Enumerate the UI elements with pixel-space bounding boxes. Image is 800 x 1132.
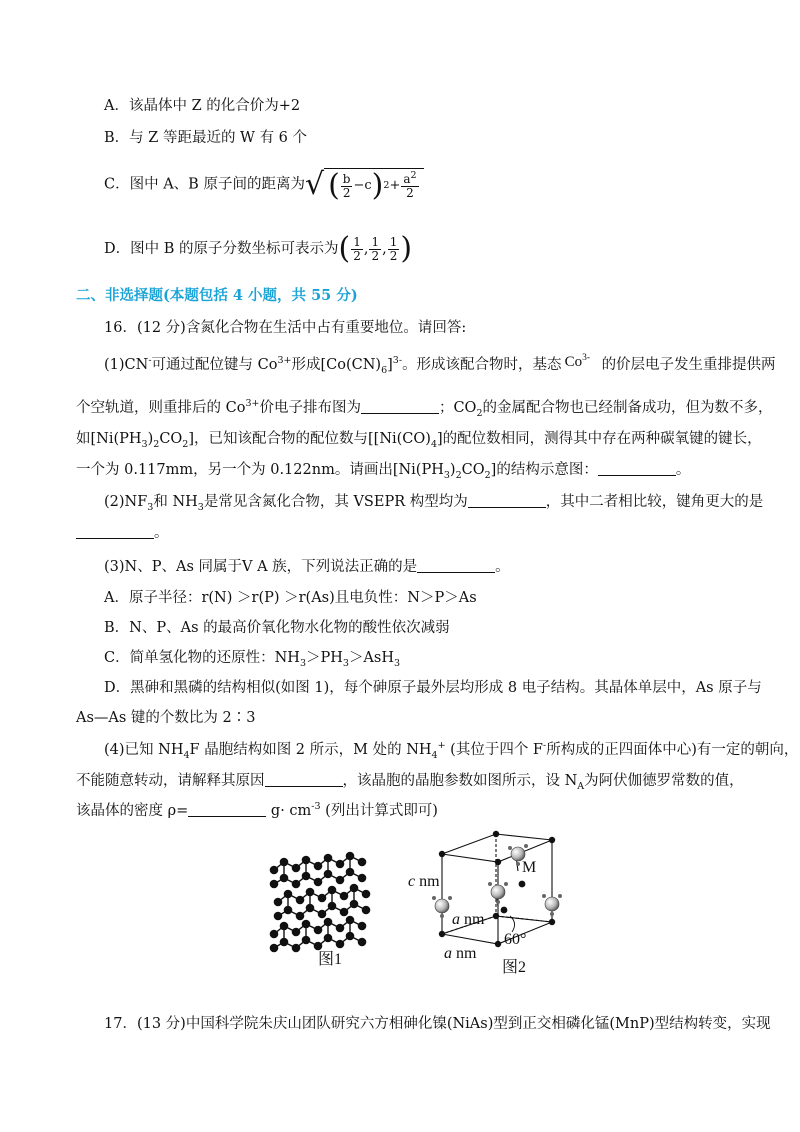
t: Co [564,354,583,370]
sup: 3- [392,355,403,367]
answer-blank[interactable] [417,558,495,573]
t: ]的结构示意图： [490,462,598,478]
t: ，其中二者相比较，键角更大的是 [545,494,764,510]
t: ；CO [438,400,477,416]
answer-blank[interactable] [265,772,343,787]
t: (3)N、P、As 同属于Ⅴ A 族，下列说法正确的是 [104,559,418,575]
coord-x-num: 1 [353,234,361,249]
t: F 晶胞结构如图 2 所示，M 处的 NH [189,742,432,758]
t: (其位于四个 F [445,742,543,758]
option-c [104,168,424,201]
frac-num-b: b [342,171,351,186]
t: CO [461,462,485,478]
t: (4)已知 NH [104,742,184,758]
t: C．简单氢化物的还原性：NH [104,650,300,666]
t: 。形成该配合物时，基态 [402,357,562,373]
sup: 3+ [277,355,292,367]
t: ) [147,431,154,447]
sqrt-expression: √ ( $\frac{b}{2}$ − c ) 2 + $\frac{a^2}{2}$ [305,168,424,201]
sup: - [148,355,152,367]
t: 和 NH [153,494,198,510]
t: 价电子排布图为 [259,400,361,416]
sub: 3 [342,657,349,669]
sub: 3 [443,469,450,481]
t: ＞AsH [348,650,394,666]
label-a: a [444,945,452,962]
t: 如[Ni(PH [76,431,142,447]
t: g· cm [266,803,312,819]
sub: 2 [153,438,160,450]
sup: 3- [582,353,590,363]
sub: 3 [147,501,154,513]
t: 是常见含氮化合物，其 VSEPR 构型均为 [203,494,468,510]
t: (2)NF [104,494,148,510]
label-nm: nm [460,911,485,928]
coord-y-den: 2 [371,248,380,263]
answer-blank[interactable] [76,524,154,539]
t: 所构成的正四面体中心)有一定的朝向， [546,742,799,758]
q16-p1-line2 [76,398,772,418]
q16-p1-line4 [76,460,690,480]
sub: 4 [183,749,190,761]
q16-p2-line2 [76,523,169,543]
q16-p1-line1 [104,355,776,375]
t: 的金属配合物也已经制备成功，但为数不多， [482,400,773,416]
label-c-nm [408,872,440,892]
t: 可通过配位键与 Co [151,357,278,373]
sub: 3 [299,657,306,669]
q16-p3-option-d-line1: D．黑砷和黑磷的结构相似(如图 1)，每个砷原子最外层均形成 8 电子结构。其晶体单层中，As 原子与 [104,680,762,696]
t: ]，已知该配合物的配位数与[[Ni(CO) [188,431,431,447]
label-c: c [408,873,416,890]
t: ＞PH [305,650,343,666]
t: (列出计算式即可) [320,803,438,819]
label-m: M [522,859,537,876]
sub: 3 [197,501,204,513]
q16-p3-option-c [104,648,400,668]
t: ] [387,357,393,373]
answer-blank[interactable] [188,802,266,817]
t: 一个为 0.117mm，另一个为 0.122nm。请画出[Ni(PH [76,462,444,478]
label-a: a [452,911,460,928]
option-a: A．该晶体中 Z 的化合价为+2 [104,98,301,114]
t: CO [159,431,183,447]
var-a: a [403,171,411,186]
t: ]的配位数相同，测得其中存在两种碳氧键的键长， [436,431,762,447]
frac-den-2b: 2 [406,185,414,200]
q16-p3-line1 [104,557,510,577]
q17-text: 17．(13 分)中国科学院朱庆山团队研究六方相砷化镍(NiAs)型到正交相磷化锰(MnP)型结构转变，实现 [104,1016,771,1032]
answer-blank[interactable] [468,493,546,508]
sub: A [577,780,585,792]
sub: 2 [476,407,483,419]
sub: 4 [431,749,438,761]
q16-intro: 16．(12 分)含氮化合物在生活中占有重要地位。请回答: [104,320,467,336]
q16-p2-line1 [104,492,763,512]
sub: 2 [455,469,462,481]
t: ) [449,462,456,478]
q16-p4-line1 [104,740,798,760]
q16-p3-option-d-line2: As—As 键的个数比为 2∶3 [76,710,256,726]
t: ，该晶胞的晶胞参数如图所示，设 N [342,773,578,789]
q16-p3-option-a: A．原子半径：r(N) ＞r(P) ＞r(As)且电负性：N＞P＞As [104,590,477,606]
figure-2-caption: 图2 [502,959,527,976]
coord-y-num: 1 [371,234,380,249]
section-title: 二、非选择题(本题包括 4 小题，共 55 分) [76,287,358,304]
f-atom [439,851,445,857]
figure-2-nh4f-cell [400,826,580,976]
sub: 2 [484,469,491,481]
sub: 3 [394,657,401,669]
t: 该晶体的密度 ρ= [76,803,189,819]
q16-p3-option-b: B．N、P、As 的最高价氧化物水化物的酸性依次减弱 [104,620,450,636]
figure-1-caption: 图1 [318,951,343,968]
t: 个空轨道，则重排后的 Co [76,400,246,416]
option-d: D．图中 B 的原子分数坐标可表示为( $\frac{1}{2}$ , $\frac{1}{2}$ , $\frac{1}{2}$ ) [104,231,413,266]
t: 为阿伏伽德罗常数的值， [584,773,744,789]
sub: 3 [141,438,148,450]
sup: + [437,740,446,752]
coord-x-den: 2 [353,248,361,263]
t: 形成[Co(CN) [291,357,382,373]
option-d-text: D．图中 B 的原子分数坐标可表示为 [104,241,339,257]
answer-blank[interactable] [598,461,676,476]
sub: 6 [381,364,388,376]
label-nm: nm [452,945,477,962]
label-a-nm-1 [452,910,484,930]
sup: 3+ [245,398,260,410]
sup: - [543,740,547,752]
sup: -3 [311,801,321,813]
t: 的价层电子发生重排提供两 [601,357,776,373]
frac-den-2: 2 [342,185,351,200]
var-c: c [364,178,372,193]
option-b: B．与 Z 等距最近的 W 有 6 个 [104,130,308,146]
label-angle: 60° [504,931,527,948]
coord-z-den: 2 [389,248,398,263]
label-a-nm-2 [444,944,476,964]
coord-z-num: 1 [389,234,398,249]
q16-p4-line3 [76,801,438,821]
q16-p4-line2 [76,771,744,791]
q16-p1-line3 [76,429,762,449]
sub: 2 [182,438,189,450]
t: (1)CN [104,357,149,373]
label-nm: nm [415,873,440,890]
t: 。 [495,559,510,575]
answer-blank[interactable] [361,399,439,414]
t: 。 [675,462,691,478]
exp-a2: 2 [410,169,417,181]
sub: 4 [430,438,437,450]
t: 不能随意转动，请解释其原因 [76,773,265,789]
co-ion-label [565,352,590,372]
t: 。 [154,525,169,541]
option-c-text: C．图中 A、B 原子间的距离为 [104,176,305,193]
